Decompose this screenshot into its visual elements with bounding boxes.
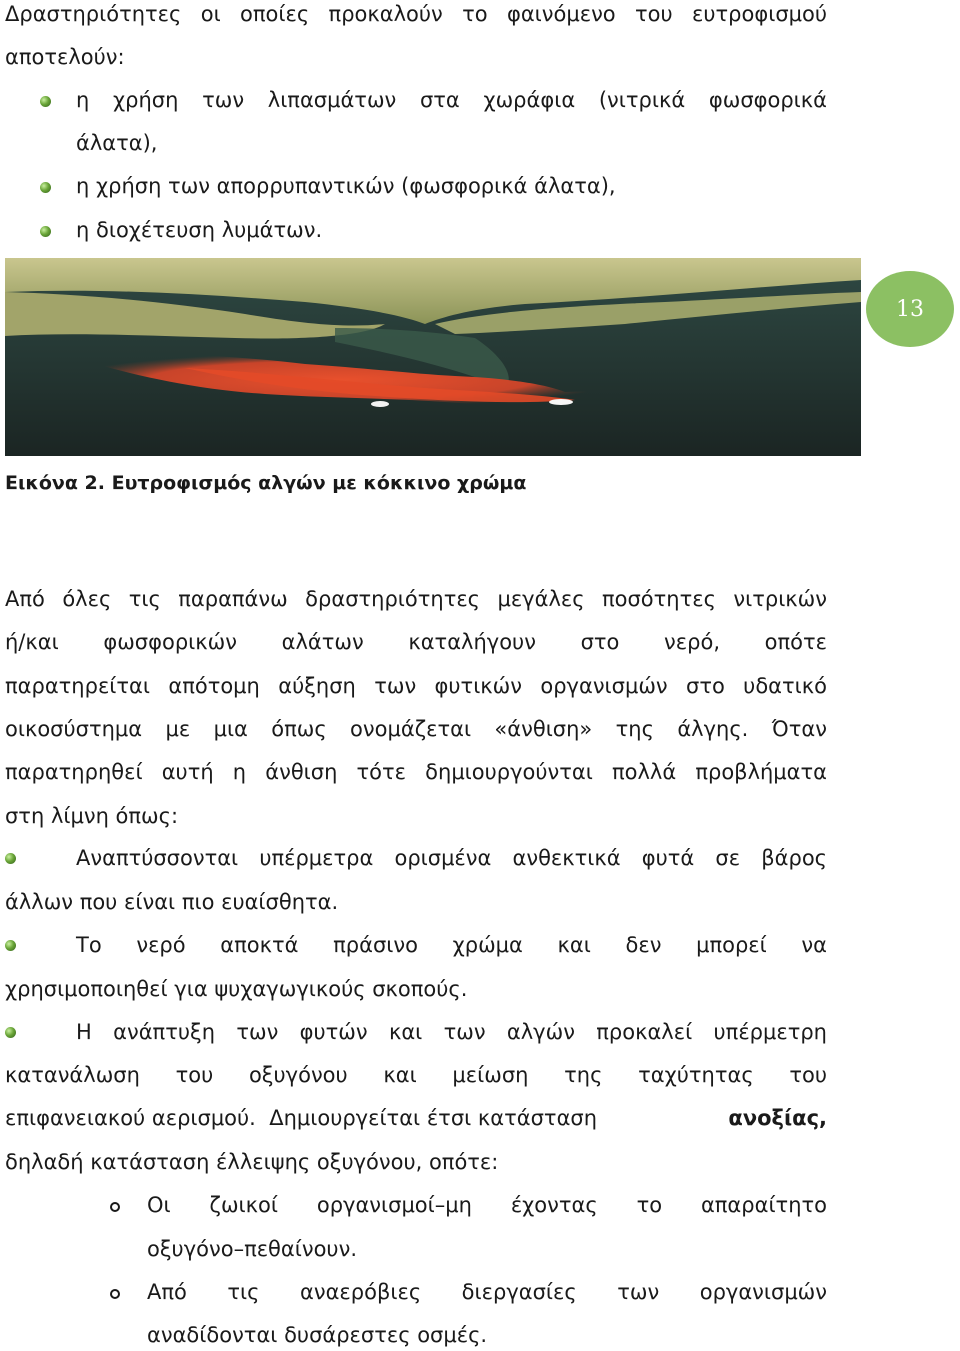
- figure-caption: Εικόνα 2. Ευτροφισμός αλγών με κόκκινο χρώμα: [5, 472, 527, 494]
- eutrophication-photo: [5, 258, 861, 456]
- green-bullet-icon: [40, 226, 51, 237]
- intro-bullet-2: η χρήση των απορρυπαντικών (φωσφορικά άλατα),: [76, 174, 616, 198]
- paragraph-line-2: ή/και φωσφορικών αλάτων καταλήγουν στο νερό, οπότε: [5, 630, 827, 654]
- green-bullet-icon: [40, 96, 51, 107]
- problem-2-line-1: Το νερό αποκτά πράσινο χρώμα και δεν μπορεί να: [76, 933, 827, 957]
- green-bullet-icon: [5, 940, 16, 951]
- intro-line-1: Δραστηριότητες οι οποίες προκαλούν το φαινόμενο του ευτροφισμού: [5, 2, 827, 26]
- page-number-badge: 13: [866, 271, 954, 347]
- paragraph-line-3: παρατηρείται απότομη αύξηση των φυτικών οργανισμών στο υδατικό: [5, 674, 827, 698]
- intro-bullet-1-line-2: άλατα),: [76, 131, 158, 155]
- green-bullet-icon: [5, 853, 16, 864]
- subitem-1-line-2: οξυγόνο–πεθαίνουν.: [147, 1237, 357, 1261]
- circle-bullet-icon: [110, 1289, 120, 1299]
- intro-line-2: αποτελούν:: [5, 45, 125, 69]
- problem-3-line-3-text: επιφανειακού αερισμού. Δημιουργείται έτσι κατάσταση: [5, 1106, 604, 1130]
- paragraph-line-6: στη λίμνη όπως:: [5, 804, 179, 828]
- problem-3-line-3: [5, 1106, 827, 1130]
- problem-3-line-2: κατανάλωση του οξυγόνου και μείωση της ταχύτητας του: [5, 1063, 827, 1087]
- circle-bullet-icon: [110, 1202, 120, 1212]
- green-bullet-icon: [40, 182, 51, 193]
- paragraph-line-5: παρατηρηθεί αυτή η άνθιση τότε δημιουργούνται πολλά προβλήματα: [5, 760, 827, 784]
- problem-1-line-2: άλλων που είναι πιο ευαίσθητα.: [5, 890, 339, 914]
- anoxia-term: ανοξίας,: [728, 1106, 827, 1130]
- intro-bullet-1-line-1: η χρήση των λιπασμάτων στα χωράφια (νιτρικά φωσφορικά: [76, 88, 827, 112]
- intro-bullet-3: η διοχέτευση λυμάτων.: [76, 218, 323, 242]
- problem-2-line-2: χρησιμοποιηθεί για ψυχαγωγικούς σκοπούς.: [5, 977, 468, 1001]
- subitem-2-line-2: αναδίδονται δυσάρεστες οσμές.: [147, 1323, 488, 1347]
- problem-3-line-4: δηλαδή κατάσταση έλλειψης οξυγόνου, οπότε:: [5, 1150, 499, 1174]
- subitem-1-line-1: Οι ζωικοί οργανισμοί–μη έχοντας το απαραίτητο: [147, 1193, 827, 1217]
- paragraph-line-1: Από όλες τις παραπάνω δραστηριότητες μεγάλες ποσότητες νιτρικών: [5, 587, 827, 611]
- paragraph-line-4: οικοσύστημα με μια όπως ονομάζεται «άνθιση» της άλγης. Όταν: [5, 717, 827, 741]
- problem-1-line-1: Αναπτύσσονται υπέρμετρα ορισμένα ανθεκτικά φυτά σε βάρος: [76, 846, 827, 870]
- subitem-2-line-1: Από τις αναερόβιες διεργασίες των οργανισμών: [147, 1280, 827, 1304]
- problem-3-line-1: Η ανάπτυξη των φυτών και των αλγών προκαλεί υπέρμετρη: [76, 1020, 827, 1044]
- green-bullet-icon: [5, 1027, 16, 1038]
